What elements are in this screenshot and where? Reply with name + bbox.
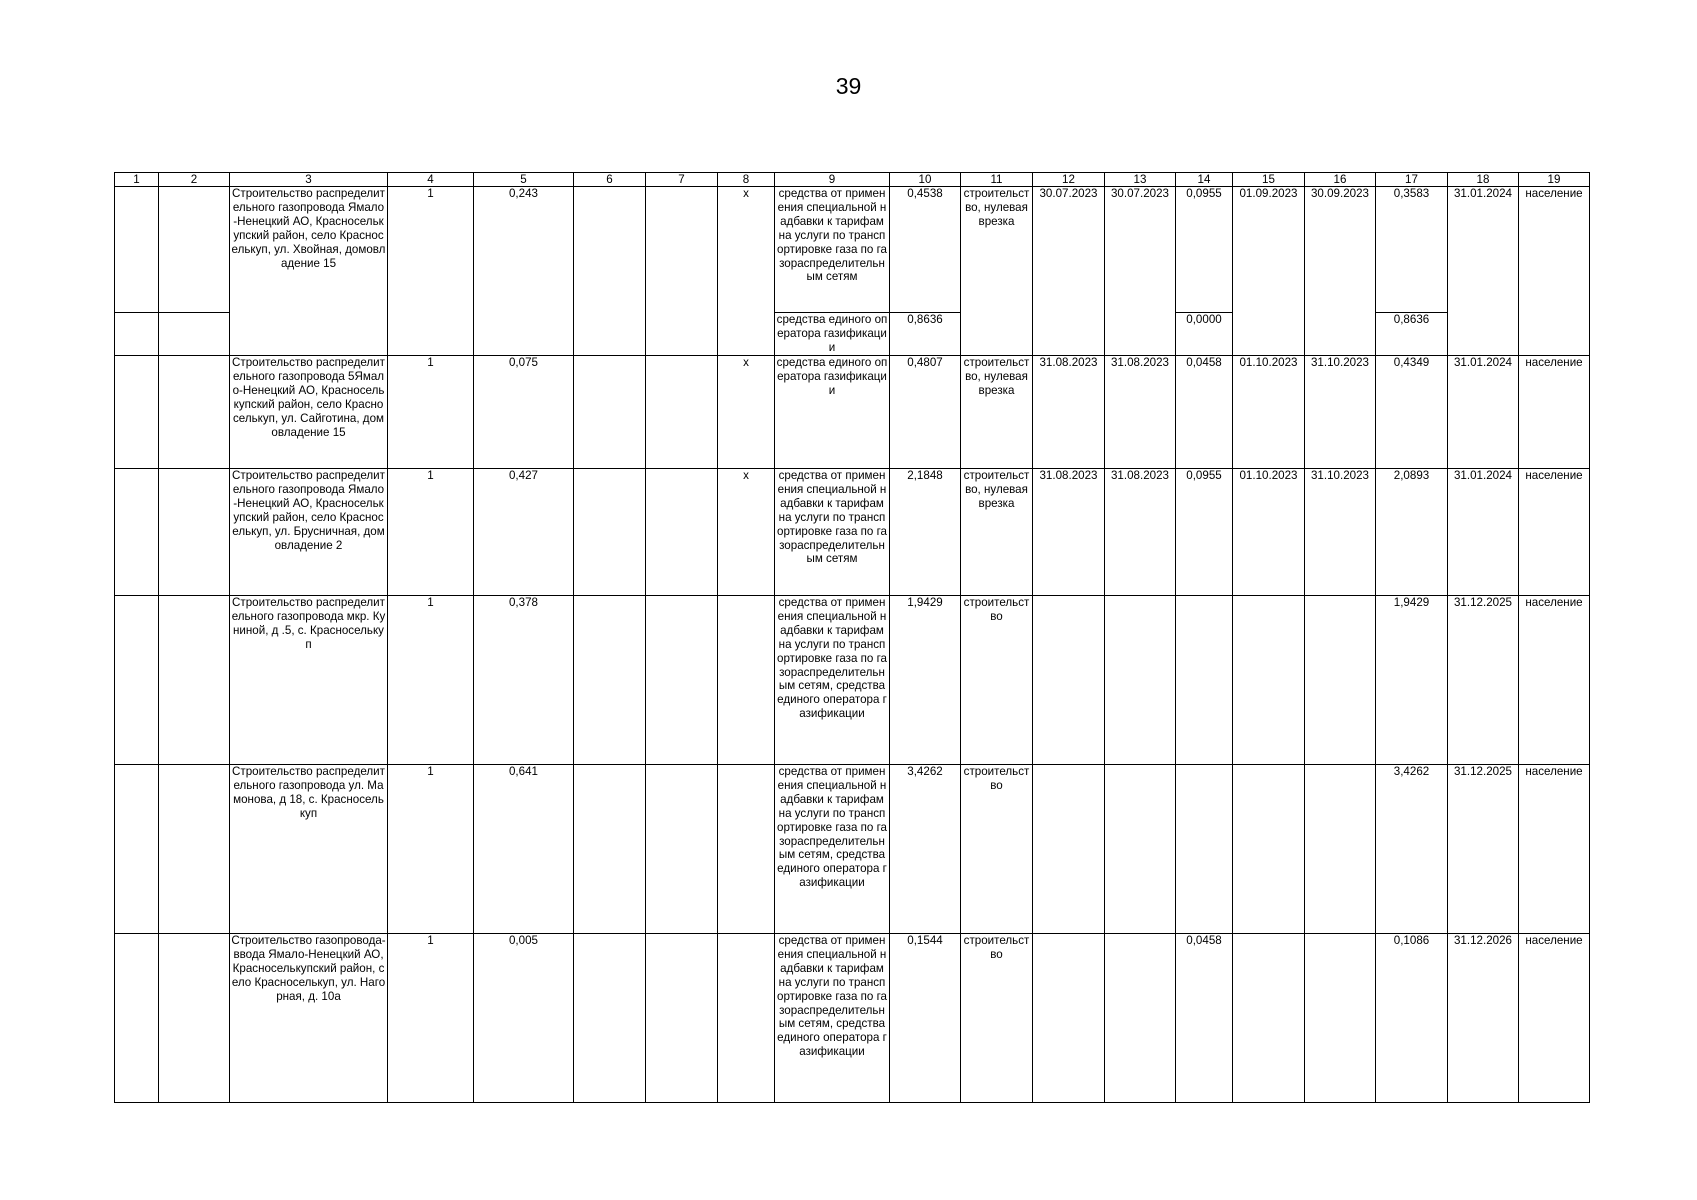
cost-total: 0,8636 <box>890 313 961 356</box>
value-col17: 3,4262 <box>1376 765 1448 934</box>
completion-date: 31.01.2024 <box>1448 187 1519 356</box>
consumer-category: население <box>1519 187 1590 356</box>
length: 0,243 <box>474 187 574 356</box>
column-number: 3 <box>230 173 388 187</box>
cell-col7 <box>646 469 718 596</box>
cost-total: 0,4807 <box>890 356 961 469</box>
page-number: 39 <box>835 73 862 99</box>
cell-col7 <box>646 187 718 356</box>
date-col16 <box>1305 765 1376 934</box>
date-col16 <box>1305 934 1376 1103</box>
table-row <box>115 356 1590 469</box>
cell-col1 <box>115 313 159 356</box>
date-col15: 01.10.2023 <box>1233 356 1305 469</box>
quantity: 1 <box>388 469 474 596</box>
column-number-row <box>115 173 1590 187</box>
cost-total: 3,4262 <box>890 765 961 934</box>
table-row <box>115 469 1590 596</box>
value-col14: 0,0955 <box>1176 469 1233 596</box>
date-col13 <box>1105 765 1176 934</box>
cell-col1 <box>115 596 159 765</box>
value-col14: 0,0458 <box>1176 356 1233 469</box>
cell-col7 <box>646 934 718 1103</box>
object-name: Строительство распределительного газопровода Ямало-Ненецкий АО, Красноселькупский район, село Красноселькуп, ул. Брусничная, домовладение 2 <box>230 469 388 596</box>
quantity: 1 <box>388 765 474 934</box>
quantity: 1 <box>388 934 474 1103</box>
cell-col2 <box>159 596 230 765</box>
mark <box>718 596 775 765</box>
date-col13: 31.08.2023 <box>1105 469 1176 596</box>
consumer-category: население <box>1519 934 1590 1103</box>
column-number: 18 <box>1448 173 1519 187</box>
cell-col6 <box>574 469 646 596</box>
column-number: 7 <box>646 173 718 187</box>
mark: х <box>718 356 775 469</box>
funding-source: средства от применения специальной надбавки к тарифам на услуги по транспортировке газа по газораспределительным сетям, средства единого оператора газификации <box>775 934 890 1103</box>
column-number: 13 <box>1105 173 1176 187</box>
value-col14 <box>1176 596 1233 765</box>
funding-source: средства единого оператора газификации <box>775 356 890 469</box>
date-col13 <box>1105 934 1176 1103</box>
column-number: 8 <box>718 173 775 187</box>
table-row <box>115 934 1590 1103</box>
date-col12 <box>1033 765 1105 934</box>
value-col14: 0,0458 <box>1176 934 1233 1103</box>
work-type: строительство <box>961 596 1033 765</box>
object-name: Строительство распределительного газопровода ул. Мамонова, д 18, с. Красноселькуп <box>230 765 388 934</box>
column-number: 14 <box>1176 173 1233 187</box>
date-col12: 31.08.2023 <box>1033 356 1105 469</box>
cell-col2 <box>159 313 230 356</box>
cost-total: 0,4538 <box>890 187 961 313</box>
completion-date: 31.12.2025 <box>1448 765 1519 934</box>
table-row <box>115 596 1590 765</box>
cell-col1 <box>115 765 159 934</box>
quantity: 1 <box>388 356 474 469</box>
length: 0,641 <box>474 765 574 934</box>
value-col17: 1,9429 <box>1376 596 1448 765</box>
consumer-category: население <box>1519 765 1590 934</box>
object-name: Строительство распределительного газопровода Ямало-Ненецкий АО, Красноселькупский район, село Красноселькуп, ул. Хвойная, домовладение 15 <box>230 187 388 356</box>
column-number: 2 <box>159 173 230 187</box>
date-col15 <box>1233 934 1305 1103</box>
table-row <box>115 765 1590 934</box>
completion-date: 31.01.2024 <box>1448 356 1519 469</box>
value-col14: 0,0000 <box>1176 313 1233 356</box>
column-number: 15 <box>1233 173 1305 187</box>
date-col15 <box>1233 765 1305 934</box>
column-number: 6 <box>574 173 646 187</box>
funding-source: средства от применения специальной надбавки к тарифам на услуги по транспортировке газа по газораспределительным сетям <box>775 469 890 596</box>
column-number: 5 <box>474 173 574 187</box>
cell-col6 <box>574 187 646 356</box>
cell-col7 <box>646 765 718 934</box>
quantity: 1 <box>388 596 474 765</box>
date-col13 <box>1105 596 1176 765</box>
value-col17: 0,3583 <box>1376 187 1448 313</box>
cost-total: 0,1544 <box>890 934 961 1103</box>
completion-date: 31.12.2025 <box>1448 596 1519 765</box>
consumer-category: население <box>1519 356 1590 469</box>
consumer-category: население <box>1519 596 1590 765</box>
work-type: строительство, нулевая врезка <box>961 356 1033 469</box>
date-col13: 31.08.2023 <box>1105 356 1176 469</box>
date-col12 <box>1033 934 1105 1103</box>
funding-source: средства от применения специальной надбавки к тарифам на услуги по транспортировке газа по газораспределительным сетям, средства единого оператора газификации <box>775 765 890 934</box>
cell-col1 <box>115 469 159 596</box>
work-type: строительство <box>961 934 1033 1103</box>
mark <box>718 765 775 934</box>
work-type: строительство <box>961 765 1033 934</box>
investment-table <box>114 172 1590 1103</box>
date-col16: 31.10.2023 <box>1305 356 1376 469</box>
column-number: 16 <box>1305 173 1376 187</box>
funding-source: средства от применения специальной надбавки к тарифам на услуги по транспортировке газа по газораспределительным сетям, средства единого оператора газификации <box>775 596 890 765</box>
date-col16: 30.09.2023 <box>1305 187 1376 356</box>
cell-col6 <box>574 596 646 765</box>
funding-source: средства единого оператора газификации <box>775 313 890 356</box>
consumer-category: население <box>1519 469 1590 596</box>
cell-col2 <box>159 187 230 313</box>
value-col14 <box>1176 765 1233 934</box>
length: 0,378 <box>474 596 574 765</box>
value-col14: 0,0955 <box>1176 187 1233 313</box>
column-number: 17 <box>1376 173 1448 187</box>
work-type: строительство, нулевая врезка <box>961 469 1033 596</box>
cell-col1 <box>115 187 159 313</box>
quantity: 1 <box>388 187 474 356</box>
cell-col1 <box>115 356 159 469</box>
column-number: 11 <box>961 173 1033 187</box>
mark: х <box>718 187 775 356</box>
mark <box>718 934 775 1103</box>
cell-col2 <box>159 356 230 469</box>
funding-source: средства от применения специальной надбавки к тарифам на услуги по транспортировке газа по газораспределительным сетям <box>775 187 890 313</box>
cell-col7 <box>646 596 718 765</box>
mark: х <box>718 469 775 596</box>
date-col15: 01.10.2023 <box>1233 469 1305 596</box>
object-name: Строительство газопровода-ввода Ямало-Ненецкий АО, Красноселькупский район, село Красноселькуп, ул. Нагорная, д. 10а <box>230 934 388 1103</box>
cell-col2 <box>159 765 230 934</box>
date-col15: 01.09.2023 <box>1233 187 1305 356</box>
column-number: 1 <box>115 173 159 187</box>
value-col17: 0,8636 <box>1376 313 1448 356</box>
value-col17: 2,0893 <box>1376 469 1448 596</box>
date-col16 <box>1305 596 1376 765</box>
column-number: 12 <box>1033 173 1105 187</box>
object-name: Строительство распределительного газопровода мкр. Куниной, д .5, с. Красноселькуп <box>230 596 388 765</box>
completion-date: 31.01.2024 <box>1448 469 1519 596</box>
length: 0,075 <box>474 356 574 469</box>
date-col12: 31.08.2023 <box>1033 469 1105 596</box>
cell-col6 <box>574 356 646 469</box>
cost-total: 2,1848 <box>890 469 961 596</box>
date-col13: 30.07.2023 <box>1105 187 1176 356</box>
cell-col7 <box>646 356 718 469</box>
column-number: 19 <box>1519 173 1590 187</box>
length: 0,005 <box>474 934 574 1103</box>
column-number: 10 <box>890 173 961 187</box>
column-number: 9 <box>775 173 890 187</box>
cell-col2 <box>159 469 230 596</box>
date-col16: 31.10.2023 <box>1305 469 1376 596</box>
cell-col2 <box>159 934 230 1103</box>
completion-date: 31.12.2026 <box>1448 934 1519 1103</box>
value-col17: 0,4349 <box>1376 356 1448 469</box>
table-row <box>115 187 1590 313</box>
cell-col1 <box>115 934 159 1103</box>
cell-col6 <box>574 934 646 1103</box>
object-name: Строительство распределительного газопровода 5Ямало-Ненецкий АО, Красноселькупский район, село Красноселькуп, ул. Сайготина, домовладение 15 <box>230 356 388 469</box>
column-number: 4 <box>388 173 474 187</box>
cost-total: 1,9429 <box>890 596 961 765</box>
work-type: строительство, нулевая врезка <box>961 187 1033 356</box>
length: 0,427 <box>474 469 574 596</box>
date-col15 <box>1233 596 1305 765</box>
value-col17: 0,1086 <box>1376 934 1448 1103</box>
cell-col6 <box>574 765 646 934</box>
date-col12 <box>1033 596 1105 765</box>
date-col12: 30.07.2023 <box>1033 187 1105 356</box>
